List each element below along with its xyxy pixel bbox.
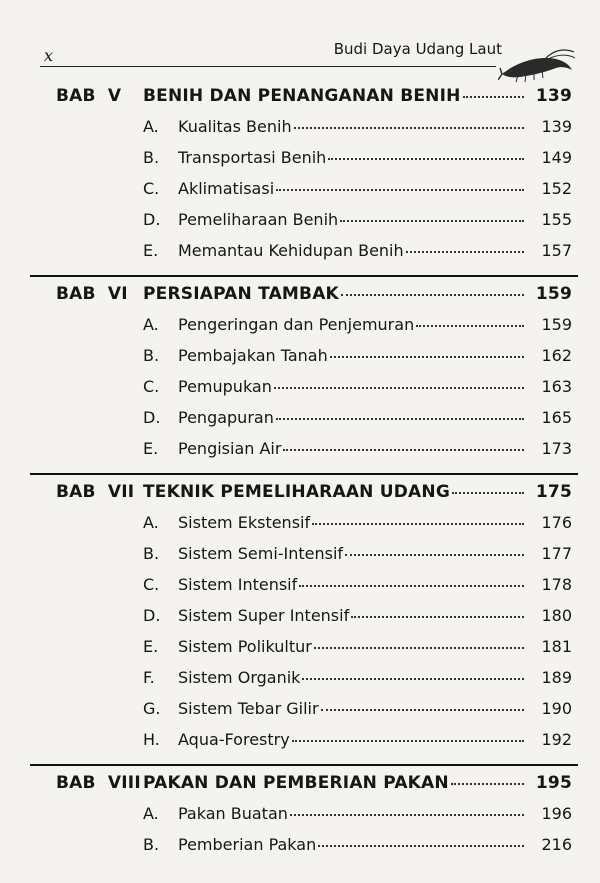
- section-title: Pemupukan: [178, 377, 272, 396]
- chapter-label: BAB VI: [56, 284, 128, 304]
- dot-leader: [274, 387, 524, 389]
- dot-leader: [330, 356, 524, 358]
- section-entry[interactable]: [0, 210, 600, 241]
- dot-leader: [276, 418, 524, 420]
- section-title: Pakan Buatan: [178, 804, 288, 823]
- section-title: Pemeliharaan Benih: [178, 210, 339, 229]
- section-entry[interactable]: [0, 346, 600, 377]
- section-letter: C.: [143, 575, 160, 594]
- chapter-title: PAKAN DAN PEMBERIAN PAKAN: [143, 773, 449, 793]
- section-letter: B.: [143, 346, 160, 365]
- section-page: 189: [541, 668, 572, 687]
- section-title: Sistem Polikultur: [178, 637, 312, 656]
- section-entry[interactable]: [0, 575, 600, 606]
- chapter-page: 139: [535, 86, 572, 106]
- section-entry[interactable]: [0, 668, 600, 699]
- section-page: 181: [541, 637, 572, 656]
- section-title: Aqua-Forestry: [178, 730, 290, 749]
- section-page: 216: [541, 835, 572, 854]
- chapter-title: PERSIAPAN TAMBAK: [143, 284, 339, 304]
- dot-leader: [345, 554, 524, 556]
- dot-leader: [283, 449, 524, 451]
- section-entry[interactable]: [0, 835, 600, 866]
- section-letter: B.: [143, 835, 160, 854]
- section-letter: E.: [143, 241, 159, 260]
- dot-leader: [276, 189, 524, 191]
- section-letter: E.: [143, 637, 159, 656]
- section-title: Sistem Semi-Intensif: [178, 544, 344, 563]
- header-line: [40, 66, 496, 67]
- dot-leader: [416, 325, 524, 327]
- dot-leader: [463, 96, 524, 98]
- section-entry[interactable]: [0, 804, 600, 835]
- section-entry[interactable]: [0, 148, 600, 179]
- chapter-entry[interactable]: [0, 86, 600, 117]
- chapter-divider: [30, 764, 578, 766]
- dot-leader: [351, 616, 524, 618]
- dot-leader: [328, 158, 524, 160]
- section-letter: D.: [143, 408, 161, 427]
- running-title: Budi Daya Udang Laut: [333, 40, 502, 58]
- section-page: 157: [541, 241, 572, 260]
- section-page: 180: [541, 606, 572, 625]
- section-page: 139: [541, 117, 572, 136]
- section-page: 159: [541, 315, 572, 334]
- section-letter: B.: [143, 544, 160, 563]
- section-letter: F.: [143, 668, 155, 687]
- section-letter: G.: [143, 699, 161, 718]
- dot-leader: [294, 127, 524, 129]
- section-entry[interactable]: [0, 637, 600, 668]
- chapter-divider: [30, 473, 578, 475]
- section-page: 165: [541, 408, 572, 427]
- section-entry[interactable]: [0, 179, 600, 210]
- section-page: 149: [541, 148, 572, 167]
- section-letter: D.: [143, 606, 161, 625]
- section-title: Kualitas Benih: [178, 117, 292, 136]
- section-entry[interactable]: [0, 117, 600, 148]
- section-letter: E.: [143, 439, 159, 458]
- section-page: 177: [541, 544, 572, 563]
- section-title: Pengisian Air: [178, 439, 282, 458]
- section-title: Memantau Kehidupan Benih: [178, 241, 404, 260]
- chapter-label: BAB VIII: [56, 773, 141, 793]
- section-page: 155: [541, 210, 572, 229]
- shrimp-icon: [498, 44, 576, 84]
- dot-leader: [321, 709, 524, 711]
- section-letter: B.: [143, 148, 160, 167]
- section-letter: H.: [143, 730, 160, 749]
- section-title: Pengapuran: [178, 408, 274, 427]
- section-title: Pengeringan dan Penjemuran: [178, 315, 415, 334]
- dot-leader: [406, 251, 524, 253]
- chapter-page: 195: [535, 773, 572, 793]
- section-letter: A.: [143, 117, 159, 136]
- chapter-divider: [30, 275, 578, 277]
- dot-leader: [318, 845, 524, 847]
- section-page: 192: [541, 730, 572, 749]
- dot-leader: [451, 783, 524, 785]
- chapter-title: BENIH DAN PENANGANAN BENIH: [143, 86, 461, 106]
- section-page: 163: [541, 377, 572, 396]
- dot-leader: [341, 294, 524, 296]
- section-page: 162: [541, 346, 572, 365]
- dot-leader: [452, 492, 524, 494]
- section-page: 190: [541, 699, 572, 718]
- section-entry[interactable]: [0, 606, 600, 637]
- dot-leader: [292, 740, 524, 742]
- section-entry[interactable]: [0, 315, 600, 346]
- section-entry[interactable]: [0, 241, 600, 272]
- chapter-entry[interactable]: [0, 284, 600, 315]
- section-page: 196: [541, 804, 572, 823]
- chapter-label: BAB V: [56, 86, 122, 106]
- dot-leader: [302, 678, 524, 680]
- dot-leader: [290, 814, 524, 816]
- section-title: Sistem Ekstensif: [178, 513, 311, 532]
- section-entry[interactable]: [0, 730, 600, 761]
- section-letter: C.: [143, 179, 160, 198]
- section-letter: D.: [143, 210, 161, 229]
- section-title: Pemberian Pakan: [178, 835, 317, 854]
- dot-leader: [314, 647, 524, 649]
- section-letter: C.: [143, 377, 160, 396]
- section-letter: A.: [143, 315, 159, 334]
- section-letter: A.: [143, 804, 159, 823]
- section-title: Transportasi Benih: [178, 148, 327, 167]
- chapter-entry[interactable]: [0, 482, 600, 513]
- dot-leader: [312, 523, 524, 525]
- section-entry[interactable]: [0, 544, 600, 575]
- chapter-page: 175: [535, 482, 572, 502]
- section-title: Sistem Tebar Gilir: [178, 699, 319, 718]
- page-number: x: [44, 46, 54, 65]
- section-entry[interactable]: [0, 439, 600, 470]
- dot-leader: [299, 585, 524, 587]
- dot-leader: [340, 220, 524, 222]
- section-page: 152: [541, 179, 572, 198]
- section-entry[interactable]: [0, 408, 600, 439]
- chapter-label: BAB VII: [56, 482, 135, 502]
- chapter-entry[interactable]: [0, 773, 600, 804]
- section-title: Pembajakan Tanah: [178, 346, 328, 365]
- section-entry[interactable]: [0, 699, 600, 730]
- section-title: Sistem Organik: [178, 668, 301, 687]
- section-title: Sistem Super Intensif: [178, 606, 350, 625]
- section-title: Sistem Intensif: [178, 575, 298, 594]
- section-entry[interactable]: [0, 513, 600, 544]
- chapter-title: TEKNIK PEMELIHARAAN UDANG: [143, 482, 450, 502]
- chapter-page: 159: [535, 284, 572, 304]
- section-letter: A.: [143, 513, 159, 532]
- section-page: 173: [541, 439, 572, 458]
- table-of-contents: [0, 86, 600, 866]
- section-page: 176: [541, 513, 572, 532]
- section-title: Aklimatisasi: [178, 179, 275, 198]
- section-page: 178: [541, 575, 572, 594]
- section-entry[interactable]: [0, 377, 600, 408]
